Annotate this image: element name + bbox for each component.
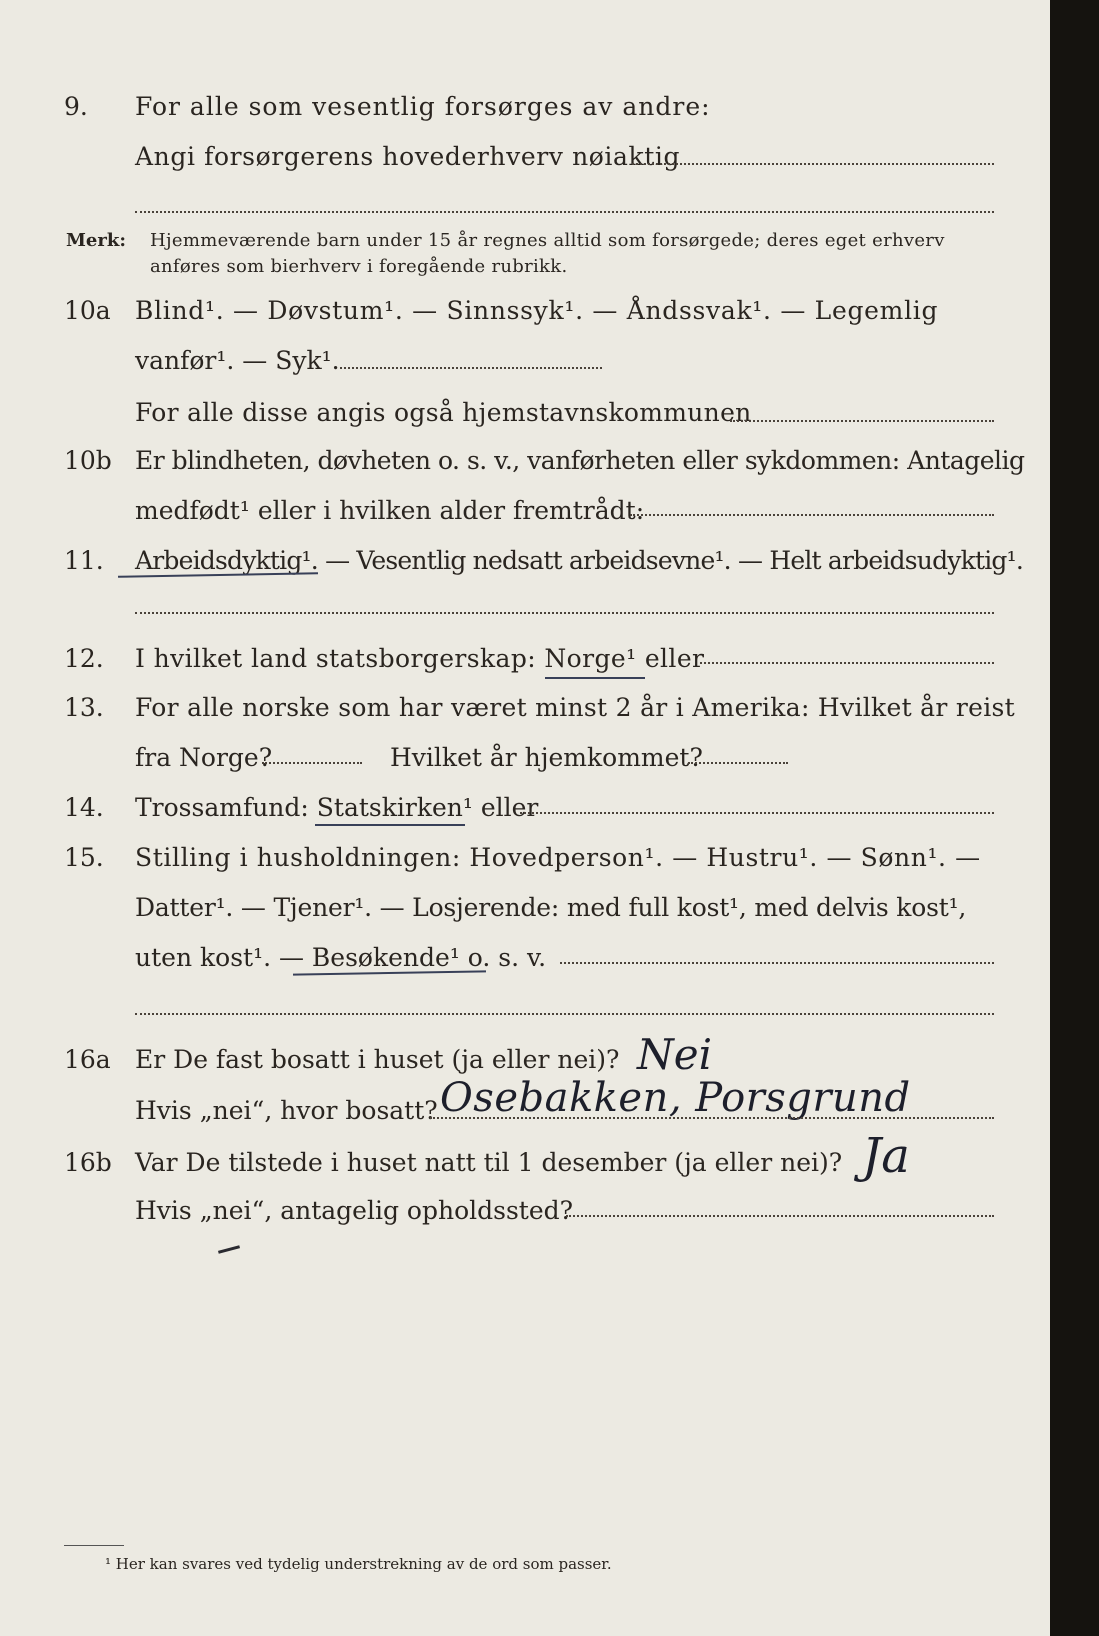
q15-line1: Stilling i husholdningen: Hovedperson¹. — Hustru¹. — Sønn¹. — <box>135 843 981 872</box>
q14-line1: Trossamfund: Statskirken¹ eller <box>135 793 539 822</box>
q15-line2: Datter¹. — Tjener¹. — Losjerende: med full kost¹, med delvis kost¹, <box>135 893 967 922</box>
q14-underline-statskirken <box>315 824 465 826</box>
q10a-syk-line[interactable] <box>340 367 602 369</box>
merk-line2: anføres som bierhverv i foregående rubrikk. <box>150 256 568 277</box>
q9-line2: Angi forsørgerens hovederhverv nøiaktig <box>135 142 681 171</box>
q10b-number: 10b <box>64 446 112 475</box>
q10b-answer-line[interactable] <box>630 514 994 516</box>
q16b-line1: Var De tilstede i huset natt til 1 desember (ja eller nei)? <box>135 1148 843 1177</box>
q13-hjemkommet-line[interactable] <box>688 762 788 764</box>
q11-number: 11. <box>64 546 104 575</box>
q14-answer-line[interactable] <box>520 812 994 814</box>
q16b-line2: Hvis „nei“, antagelig opholdssted? <box>135 1196 574 1225</box>
stray-pen-mark <box>218 1245 240 1254</box>
q9-answer-line[interactable] <box>632 163 994 165</box>
q12-answer-line[interactable] <box>700 662 994 664</box>
q16a-answer-bosatt: Osebakken, Porsgrund <box>440 1075 911 1121</box>
scan-dark-edge <box>1050 0 1099 1636</box>
q10b-line1: Er blindheten, døvheten o. s. v., vanførheten eller sykdommen: Antagelig <box>135 446 1025 475</box>
q12-number: 12. <box>64 644 104 673</box>
q16a-line1: Er De fast bosatt i huset (ja eller nei)? <box>135 1045 620 1074</box>
q10a-line2: vanfør¹. — Syk¹. <box>135 346 340 375</box>
footnote: ¹ Her kan svares ved tydelig understrekning av de ord som passer. <box>105 1555 612 1573</box>
merk-label: Merk: <box>66 230 126 251</box>
q15-number: 15. <box>64 843 104 872</box>
footnote-rule <box>64 1545 124 1546</box>
q12-line1: I hvilket land statsborgerskap: Norge¹ eller <box>135 644 705 673</box>
q9-number: 9. <box>64 92 88 121</box>
q11-answer-line[interactable] <box>135 612 994 614</box>
q16a-answer-nei: Nei <box>637 1030 713 1079</box>
q13-line2a: fra Norge? <box>135 743 273 772</box>
merk-line1: Hjemmeværende barn under 15 år regnes alltid som forsørgede; deres eget erhverv <box>150 230 945 251</box>
q12-underline-norge <box>545 677 645 679</box>
q10a-number: 10a <box>64 296 111 325</box>
q16b-opholdssted-line[interactable] <box>566 1215 994 1217</box>
q13-number: 13. <box>64 693 104 722</box>
q9-answer-line-2[interactable] <box>135 211 994 213</box>
q16a-number: 16a <box>64 1045 111 1074</box>
q14-number: 14. <box>64 793 104 822</box>
q16b-number: 16b <box>64 1148 112 1177</box>
q15-answer-line[interactable] <box>560 962 994 964</box>
q15-line3: uten kost¹. — Besøkende¹ o. s. v. <box>135 943 547 972</box>
q15-answer-line-2[interactable] <box>135 1013 994 1015</box>
q16a-line2: Hvis „nei“, hvor bosatt? <box>135 1096 438 1125</box>
merk-note <box>66 228 126 254</box>
q10a-line1: Blind¹. — Døvstum¹. — Sinnssyk¹. — Åndssvak¹. — Legemlig <box>135 296 939 325</box>
q11-line1: Arbeidsdyktig¹. — Vesentlig nedsatt arbeidsevne¹. — Helt arbeidsudyktig¹. <box>135 546 1023 575</box>
q13-line1: For alle norske som har været minst 2 år i Amerika: Hvilket år reist <box>135 693 1016 722</box>
q13-reist-line[interactable] <box>262 762 362 764</box>
q16a-bosatt-line[interactable] <box>430 1117 994 1119</box>
q9-line1: For alle som vesentlig forsørges av andre: <box>135 92 711 121</box>
q10a-hjemstavn-line[interactable] <box>730 420 994 422</box>
q13-line2b: Hvilket år hjemkommet? <box>390 743 703 772</box>
q10a-line3: For alle disse angis også hjemstavnskommunen <box>135 398 752 427</box>
q10b-line2: medfødt¹ eller i hvilken alder fremtrådt: <box>135 496 645 525</box>
q16b-answer-ja: Ja <box>862 1128 910 1184</box>
